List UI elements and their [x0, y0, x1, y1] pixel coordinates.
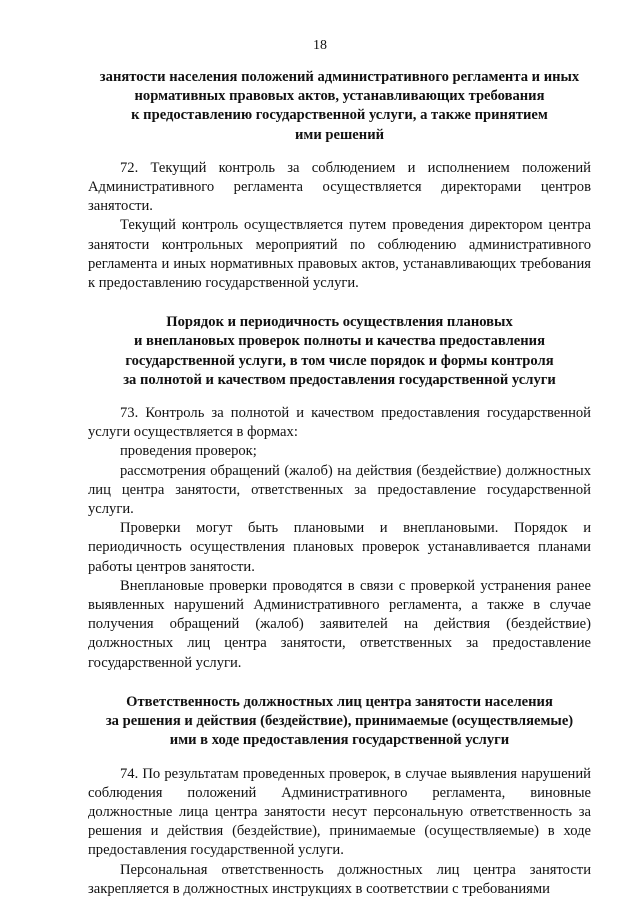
heading-line: за полнотой и качеством предоставления государственной услуги [123, 371, 556, 388]
paragraph-74: 74. По результатам проведенных проверок, в случае выявления нарушений соблюдения положений Административного регламента, виновные должностные лица центра занятости несут персональную ответственность за решения и действия (бездействие), принимаемые (осуществляемые) в ходе предоставления государственной услуги. [88, 765, 591, 859]
heading-line: за решения и действия (бездействие), принимаемые (осуществляемые) [105, 713, 574, 730]
paragraph: рассмотрения обращений (жалоб) на действия (бездействие) должностных лиц центра занятости, ответственных за предоставление государственной услуги. [88, 462, 591, 518]
section-3-heading [88, 693, 591, 751]
heading-line: и внеплановых проверок полноты и качества предоставления [134, 333, 545, 350]
heading-line: ими в ходе предоставления государственной услуги [169, 732, 510, 749]
paragraph: Внеплановые проверки проводятся в связи с проверкой устранения ранее выявленных нарушений Административного регламента, а также в случае получения обращений (жалоб) заявителей на действия (бездействие) должностных лиц центра занятости, ответственных за предоставление государственной услуги. [88, 577, 591, 671]
heading-line: нормативных правовых актов, устанавливающих требования [134, 88, 545, 105]
page-number: 18 [313, 38, 327, 53]
heading-line: ими решений [294, 126, 385, 143]
paragraph: проведения проверок; [120, 443, 257, 460]
section-1-heading [88, 68, 591, 145]
paragraph: Текущий контроль осуществляется путем проведения директором центра занятости контрольных мероприятий по соблюдению административного регламента и иных нормативных правовых актов, устанавливающих требования к предоставлению государственной услуги. [88, 217, 591, 292]
heading-line: государственной услуги, в том числе порядок и формы контроля [125, 352, 554, 369]
paragraph-73: 73. Контроль за полнотой и качеством предоставления государственной услуги осуществляется в формах: [88, 405, 591, 441]
paragraph-72: 72. Текущий контроль за соблюдением и исполнением положений Административного регламента осуществляется директорами центров занятости. [88, 159, 591, 215]
heading-line: Порядок и периодичность осуществления плановых [166, 314, 513, 331]
section-2-heading [88, 313, 591, 390]
heading-line: Ответственность должностных лиц центра занятости населения [126, 693, 553, 710]
heading-line: к предоставлению государственной услуги, а также принятием [131, 107, 548, 124]
paragraph: Персональная ответственность должностных лиц центра занятости закрепляется в должностных инструкциях в соответствии с требованиями [88, 861, 591, 897]
paragraph: Проверки могут быть плановыми и внеплановыми. Порядок и периодичность осуществления плановых проверок устанавливается планами работы центров занятости. [88, 520, 591, 575]
heading-line: занятости населения положений административного регламента и иных [99, 69, 580, 85]
document-body [88, 68, 591, 899]
